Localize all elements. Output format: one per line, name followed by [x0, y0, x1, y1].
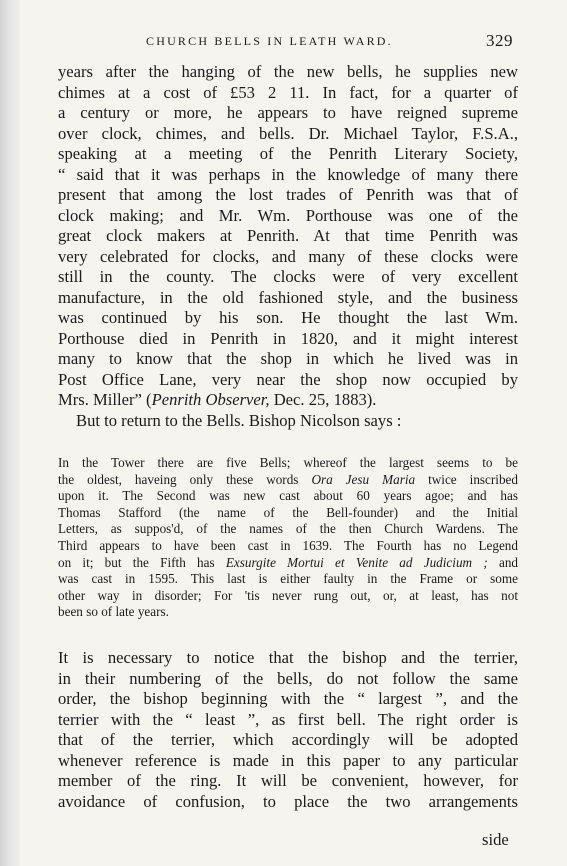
text-run: twice inscribed [415, 471, 518, 487]
quote-line: was cast in 1595. This last is either faulty in the Frame or some [58, 571, 518, 587]
quote-line: Thomas Stafford (the name of the Bell-founder) and the Initial [58, 504, 518, 520]
text-line: It is necessary to notice that the bishop and the terrier, [58, 648, 518, 667]
running-title: CHURCH BELLS IN LEATH WARD. [146, 34, 393, 48]
text-line: order, the bishop beginning with the “ largest ”, and the [58, 689, 518, 708]
text-line: speaking at a meeting of the Penrith Literary Society, [58, 144, 518, 163]
text-line: that of the terrier, which accordingly will be adopted [58, 730, 518, 749]
page-header [58, 31, 528, 56]
page-number: 329 [486, 31, 513, 50]
text-line: still in the county. The clocks were of very excellent [58, 267, 518, 286]
catchword: side [482, 830, 509, 849]
quote-line: upon it. The Second was new cast about 60 years agoe; and has [58, 488, 518, 504]
paragraph-bell-order [58, 648, 518, 812]
text-run: Dec. 25, 1883). [269, 390, 377, 409]
quote-line: Third appears to have been cast in 1639. The Fourth has no Legend [58, 537, 518, 553]
inscription: Ora Jesu Maria [311, 471, 416, 487]
quote-line: In the Tower there are five Bells; whereof the largest seems to be [58, 455, 518, 470]
paragraph-clockmaker [58, 62, 518, 431]
text-line: “ said that it was perhaps in the knowledge of many there [58, 164, 518, 184]
text-line: very celebrated for clocks, and many of these clocks were [58, 246, 518, 266]
text-run: the oldest, haveing only these words [58, 471, 312, 487]
quote-line: been so of late years. [58, 604, 169, 620]
text-line: present that among the lost trades of Penrith was that of [58, 185, 518, 204]
text-line: avoidance of confusion, to place the two arrangements [58, 791, 518, 811]
inscription: Exsurgite Mortui et Venite ad Judicium ; [225, 554, 488, 570]
transition-line: But to return to the Bells. Bishop Nicolson says : [76, 410, 402, 430]
text-line: was continued by his son. He thought the last Wm. [58, 308, 518, 327]
text-line: terrier with the “ least ”, as first bell. The right order is [58, 709, 518, 729]
text-line: great clock makers at Penrith. At that time Penrith was [58, 226, 518, 245]
newspaper-title: Penrith Observer, [151, 390, 270, 409]
text-line: manufacture, in the old fashioned style, and the business [58, 287, 518, 307]
quote-line: other way in disorder; For 'tis never rung out, or, at least, has not [58, 587, 518, 603]
book-page [58, 0, 528, 866]
text-line: clock making; and Mr. Wm. Porthouse was one of the [58, 205, 518, 225]
text-run: on it; but the Fifth has [58, 554, 226, 570]
page-gutter-shadow [0, 0, 20, 866]
quote-line: Letters, as suppos'd, of the names of the then Church Wardens. The [58, 521, 518, 537]
text-line: Post Office Lane, very near the shop now occupied by [58, 369, 518, 389]
text-line [58, 390, 518, 411]
text-line: member of the ring. It will be convenient, however, for [58, 771, 518, 790]
quote-line [58, 555, 518, 572]
text-line: Porthouse died in Penrith in 1820, and it might interest [58, 328, 518, 348]
quote-line [58, 472, 518, 489]
text-line: years after the hanging of the new bells, he supplies new [58, 62, 518, 81]
text-line: over clock, chimes, and bells. Dr. Michael Taylor, F.S.A., [58, 123, 518, 143]
text-line: in their numbering of the bells, do not follow the same [58, 668, 518, 688]
text-run: and [487, 554, 519, 570]
text-line: many to know that the shop in which he lived was in [58, 349, 518, 368]
block-quote-nicolson [58, 455, 518, 621]
text-run: Mrs. Miller” ( [58, 390, 152, 409]
text-line: a century or more, he appears to have reigned supreme [58, 103, 518, 122]
text-line: whenever reference is made in this paper to any particular [58, 750, 518, 770]
text-line: chimes at a cost of £53 2 11. In fact, for a quarter of [58, 82, 518, 102]
